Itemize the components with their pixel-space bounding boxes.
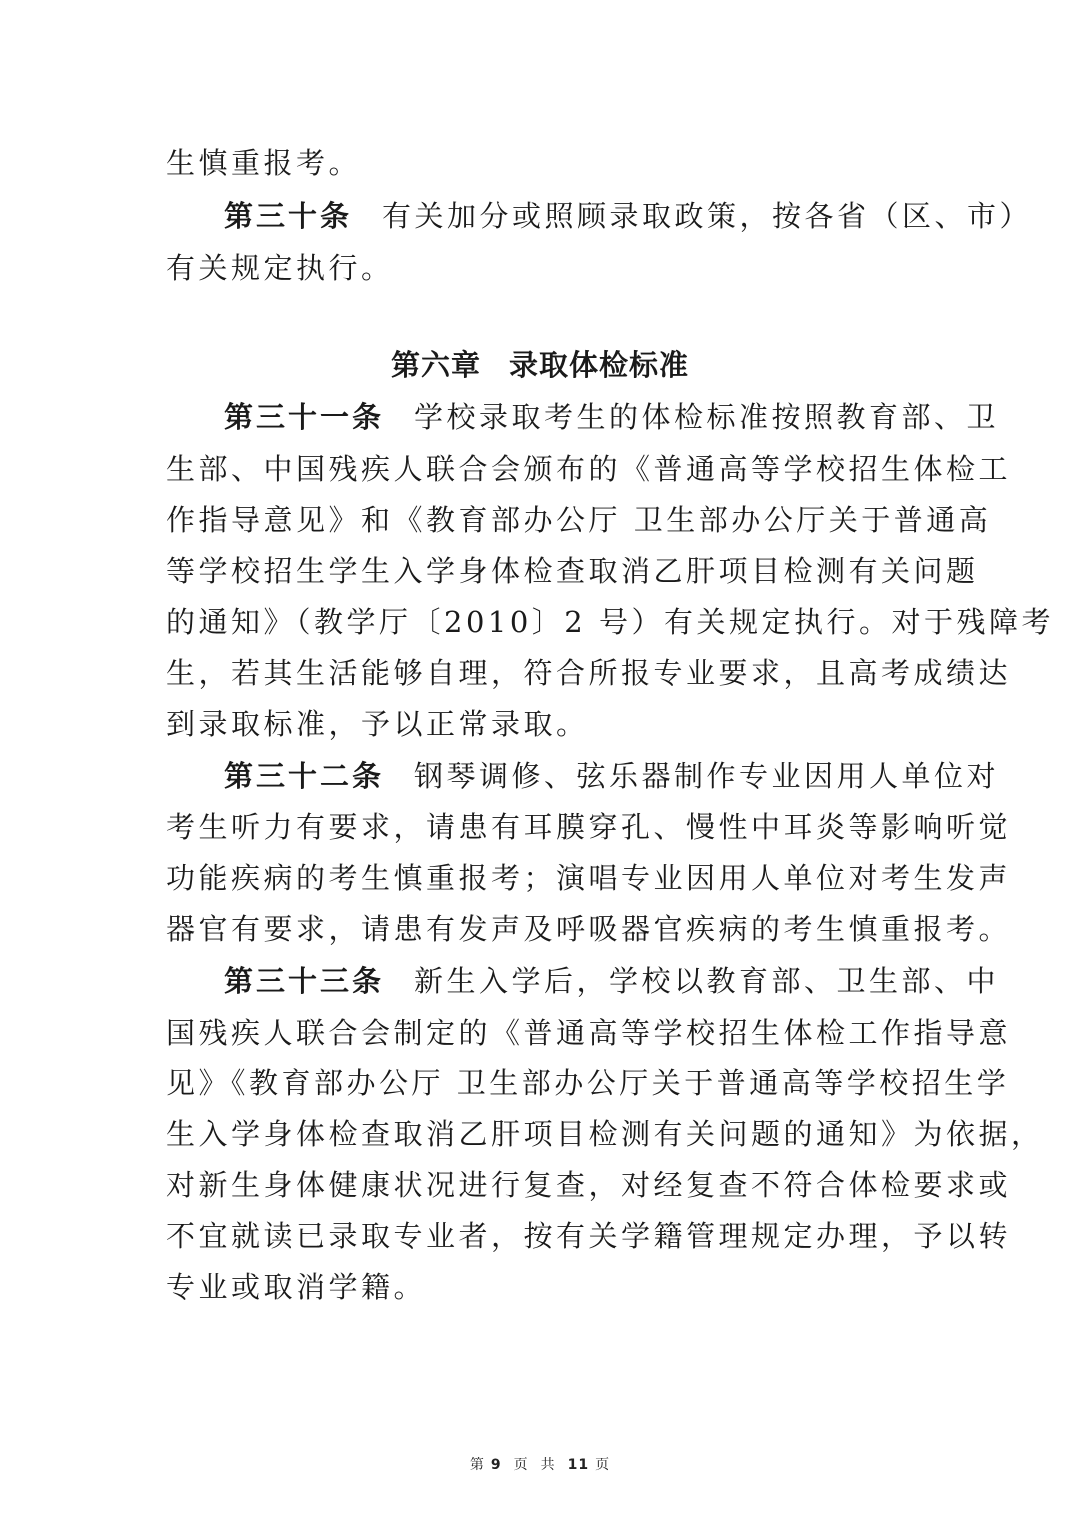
chapter-heading bbox=[0, 345, 1080, 385]
article-30-line: 第三十条 有关加分或照顾录取政策，按各省（区、市） bbox=[224, 199, 1033, 233]
paragraph-line: 专业或取消学籍。 bbox=[166, 1270, 427, 1304]
paragraph-line: 作指导意见》和《教育部办公厅 卫生部办公厅关于普通高 bbox=[166, 503, 992, 537]
article-31-line: 第三十一条 学校录取考生的体检标准按照教育部、卫 bbox=[224, 400, 1000, 434]
page-number: 9 bbox=[490, 1457, 502, 1473]
article-32-line: 第三十二条 钢琴调修、弦乐器制作专业因用人单位对 bbox=[224, 759, 1000, 793]
paragraph-line: 生慎重报考。 bbox=[166, 146, 362, 180]
article-33-line: 第三十三条 新生入学后，学校以教育部、卫生部、中 bbox=[224, 964, 1000, 998]
article-31-heading: 第三十一条 bbox=[224, 400, 385, 434]
paragraph-line: 考生听力有要求，请患有耳膜穿孔、慢性中耳炎等影响听觉 bbox=[166, 810, 1012, 844]
paragraph-line: 国残疾人联合会制定的《普通高等学校招生体检工作指导意 bbox=[166, 1016, 1012, 1050]
paragraph-line: 到录取标准，予以正常录取。 bbox=[166, 707, 589, 741]
paragraph-line: 见》《教育部办公厅 卫生部办公厅关于普通高等学校招生学 bbox=[166, 1066, 1010, 1100]
paragraph-line: 生入学身体检查取消乙肝项目检测有关问题的通知》为依据， bbox=[166, 1117, 1044, 1151]
article-33-heading: 第三十三条 bbox=[224, 964, 385, 998]
page-total: 11 bbox=[567, 1457, 590, 1473]
paragraph-line: 功能疾病的考生慎重报考；演唱专业因用人单位对考生发声 bbox=[166, 861, 1012, 895]
paragraph-line: 等学校招生学生入学身体检查取消乙肝项目检测有关问题 bbox=[166, 554, 979, 588]
paragraph-line: 有关规定执行。 bbox=[166, 251, 394, 285]
article-30-heading: 第三十条 bbox=[224, 199, 353, 233]
paragraph-line: 不宜就读已录取专业者，按有关学籍管理规定办理，予以转 bbox=[166, 1219, 1012, 1253]
page-footer: 第 9 页 共 11 页 bbox=[469, 1457, 611, 1473]
paragraph-line: 生，若其生活能够自理，符合所报专业要求，且高考成绩达 bbox=[166, 656, 1012, 690]
paragraph-line: 对新生身体健康状况进行复查，对经复查不符合体检要求或 bbox=[166, 1168, 1012, 1202]
paragraph-line: 的通知》（教学厅〔2010〕2 号）有关规定执行。对于残障考 bbox=[166, 605, 1054, 639]
paragraph-line: 器官有要求，请患有发声及呼吸器官疾病的考生慎重报考。 bbox=[166, 912, 1012, 946]
chapter-title: 录取体检标准 bbox=[509, 348, 690, 382]
article-32-heading: 第三十二条 bbox=[224, 759, 385, 793]
paragraph-line: 生部、中国残疾人联合会颁布的《普通高等学校招生体检工 bbox=[166, 452, 1012, 486]
chapter-number: 第六章 bbox=[390, 348, 481, 382]
